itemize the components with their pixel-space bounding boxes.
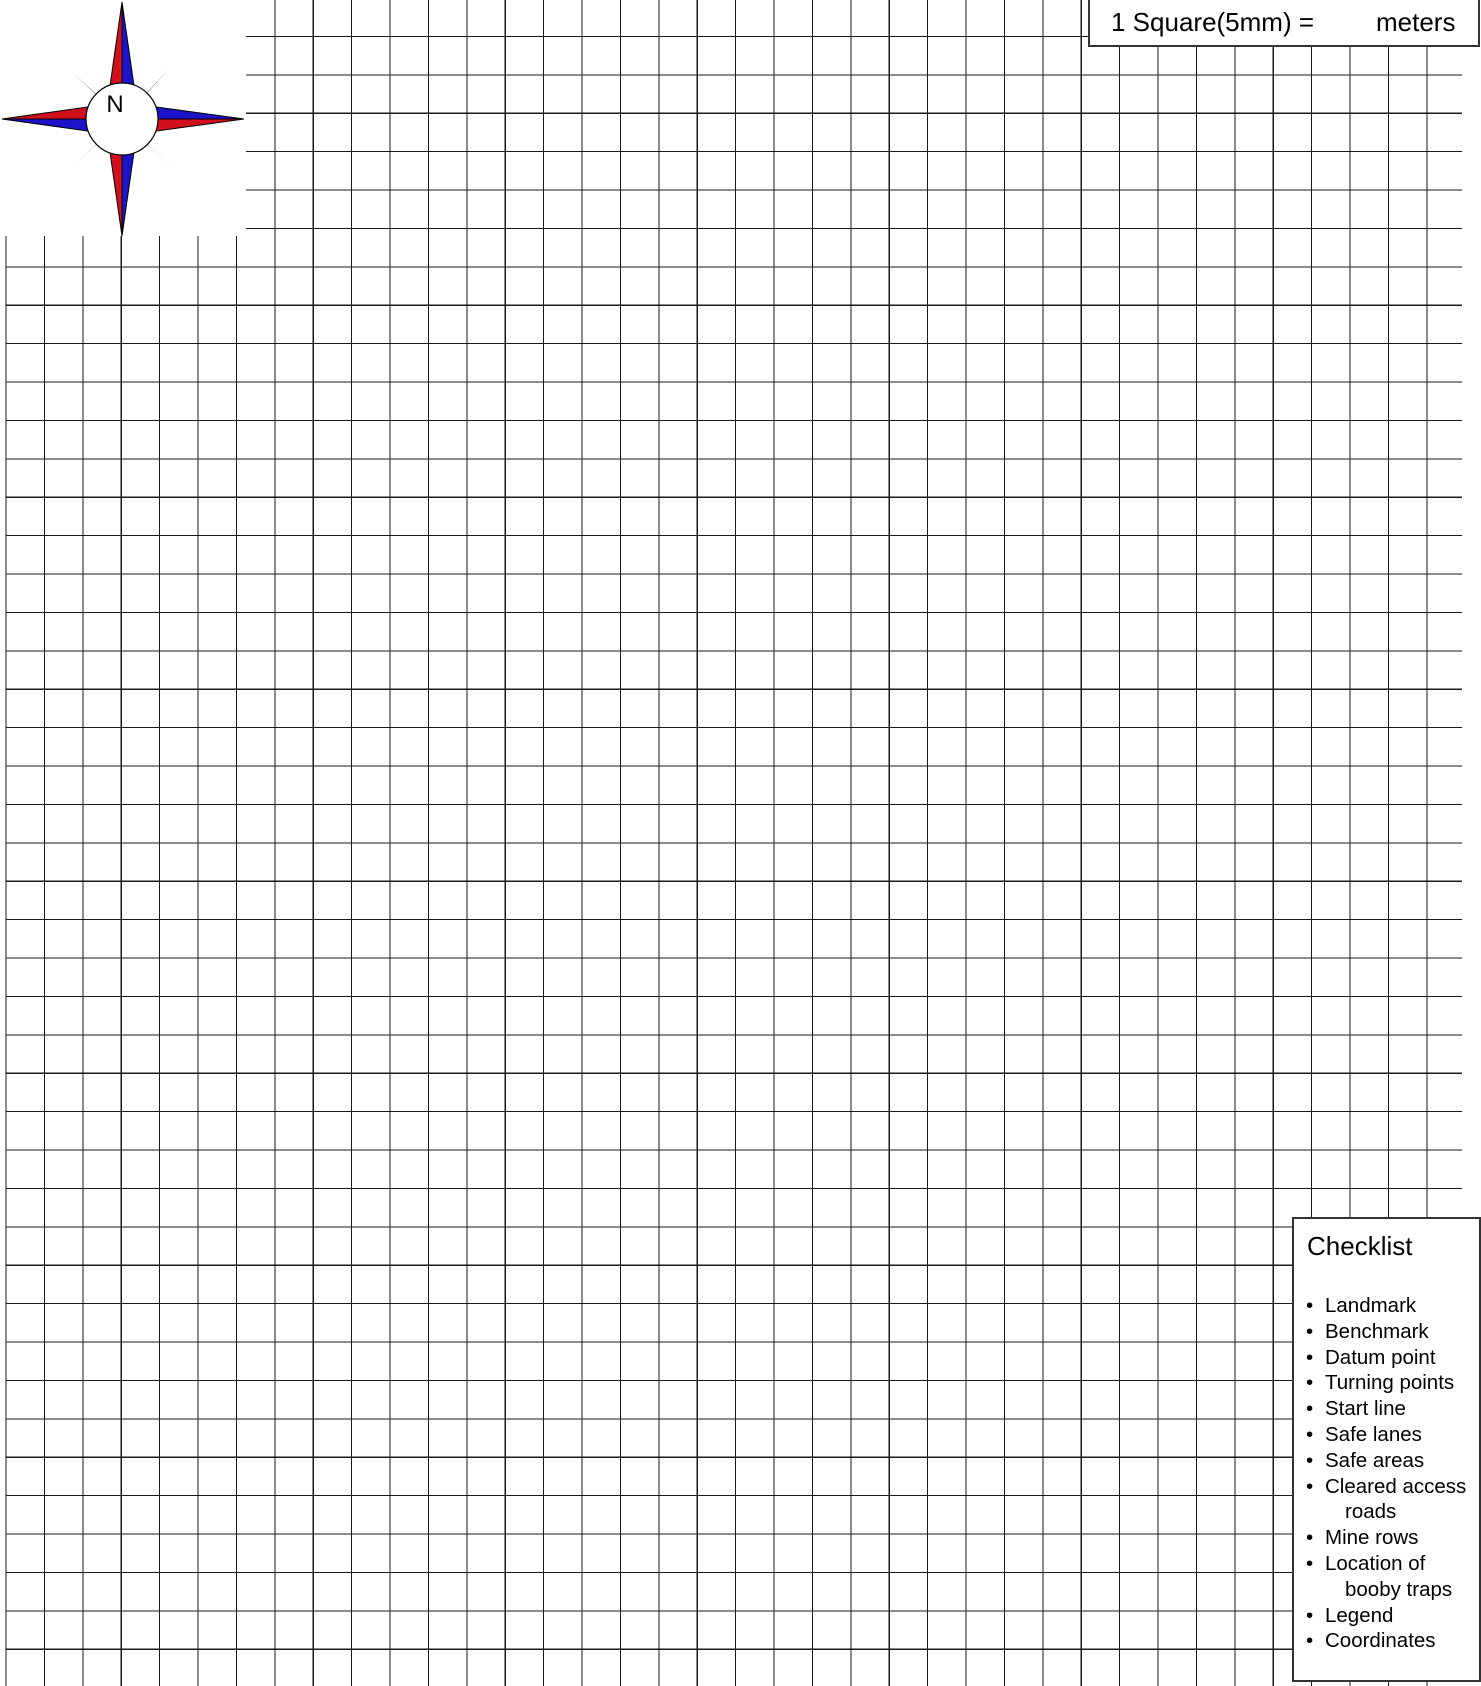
checklist-items — [1306, 1293, 1481, 1654]
checklist-title: Checklist — [1307, 1231, 1413, 1261]
checklist-item-text: Location of — [1325, 1551, 1426, 1575]
checklist-item — [1306, 1551, 1481, 1603]
checklist-item-text: Cleared access — [1325, 1474, 1467, 1498]
compass-rose-icon — [0, 0, 246, 240]
checklist-item — [1306, 1396, 1481, 1422]
checklist-item-text: Benchmark — [1325, 1319, 1429, 1343]
checklist-item — [1306, 1474, 1481, 1526]
checklist-item-text: Datum point — [1325, 1345, 1436, 1369]
checklist-item-text: Mine rows — [1325, 1526, 1419, 1550]
checklist-item-text: Start line — [1325, 1397, 1406, 1421]
checklist-item — [1306, 1448, 1481, 1474]
scale-label: 1 Square(5mm) = — [1111, 7, 1315, 37]
checklist-item — [1306, 1628, 1481, 1654]
compass-north-label: N — [106, 91, 124, 118]
checklist-item — [1306, 1422, 1481, 1448]
checklist-item — [1306, 1345, 1481, 1371]
scale-unit: meters — [1376, 7, 1456, 37]
checklist-panel — [1292, 1217, 1481, 1682]
checklist-item — [1306, 1370, 1481, 1396]
checklist-item — [1306, 1525, 1481, 1551]
checklist-item-continuation: booby traps — [1345, 1577, 1453, 1601]
checklist-item — [1306, 1293, 1481, 1319]
checklist-item-text: Landmark — [1325, 1294, 1417, 1317]
checklist-item-text: Coordinates — [1325, 1629, 1436, 1653]
checklist-item — [1306, 1603, 1481, 1629]
checklist-item-text: Turning points — [1325, 1371, 1455, 1395]
checklist-item-continuation: roads — [1345, 1500, 1397, 1524]
checklist-item — [1306, 1319, 1481, 1345]
scale-box — [1088, 0, 1480, 47]
checklist-item-text: Safe lanes — [1325, 1422, 1422, 1446]
checklist-item-text: Safe areas — [1325, 1448, 1425, 1472]
checklist-item-text: Legend — [1325, 1603, 1394, 1627]
